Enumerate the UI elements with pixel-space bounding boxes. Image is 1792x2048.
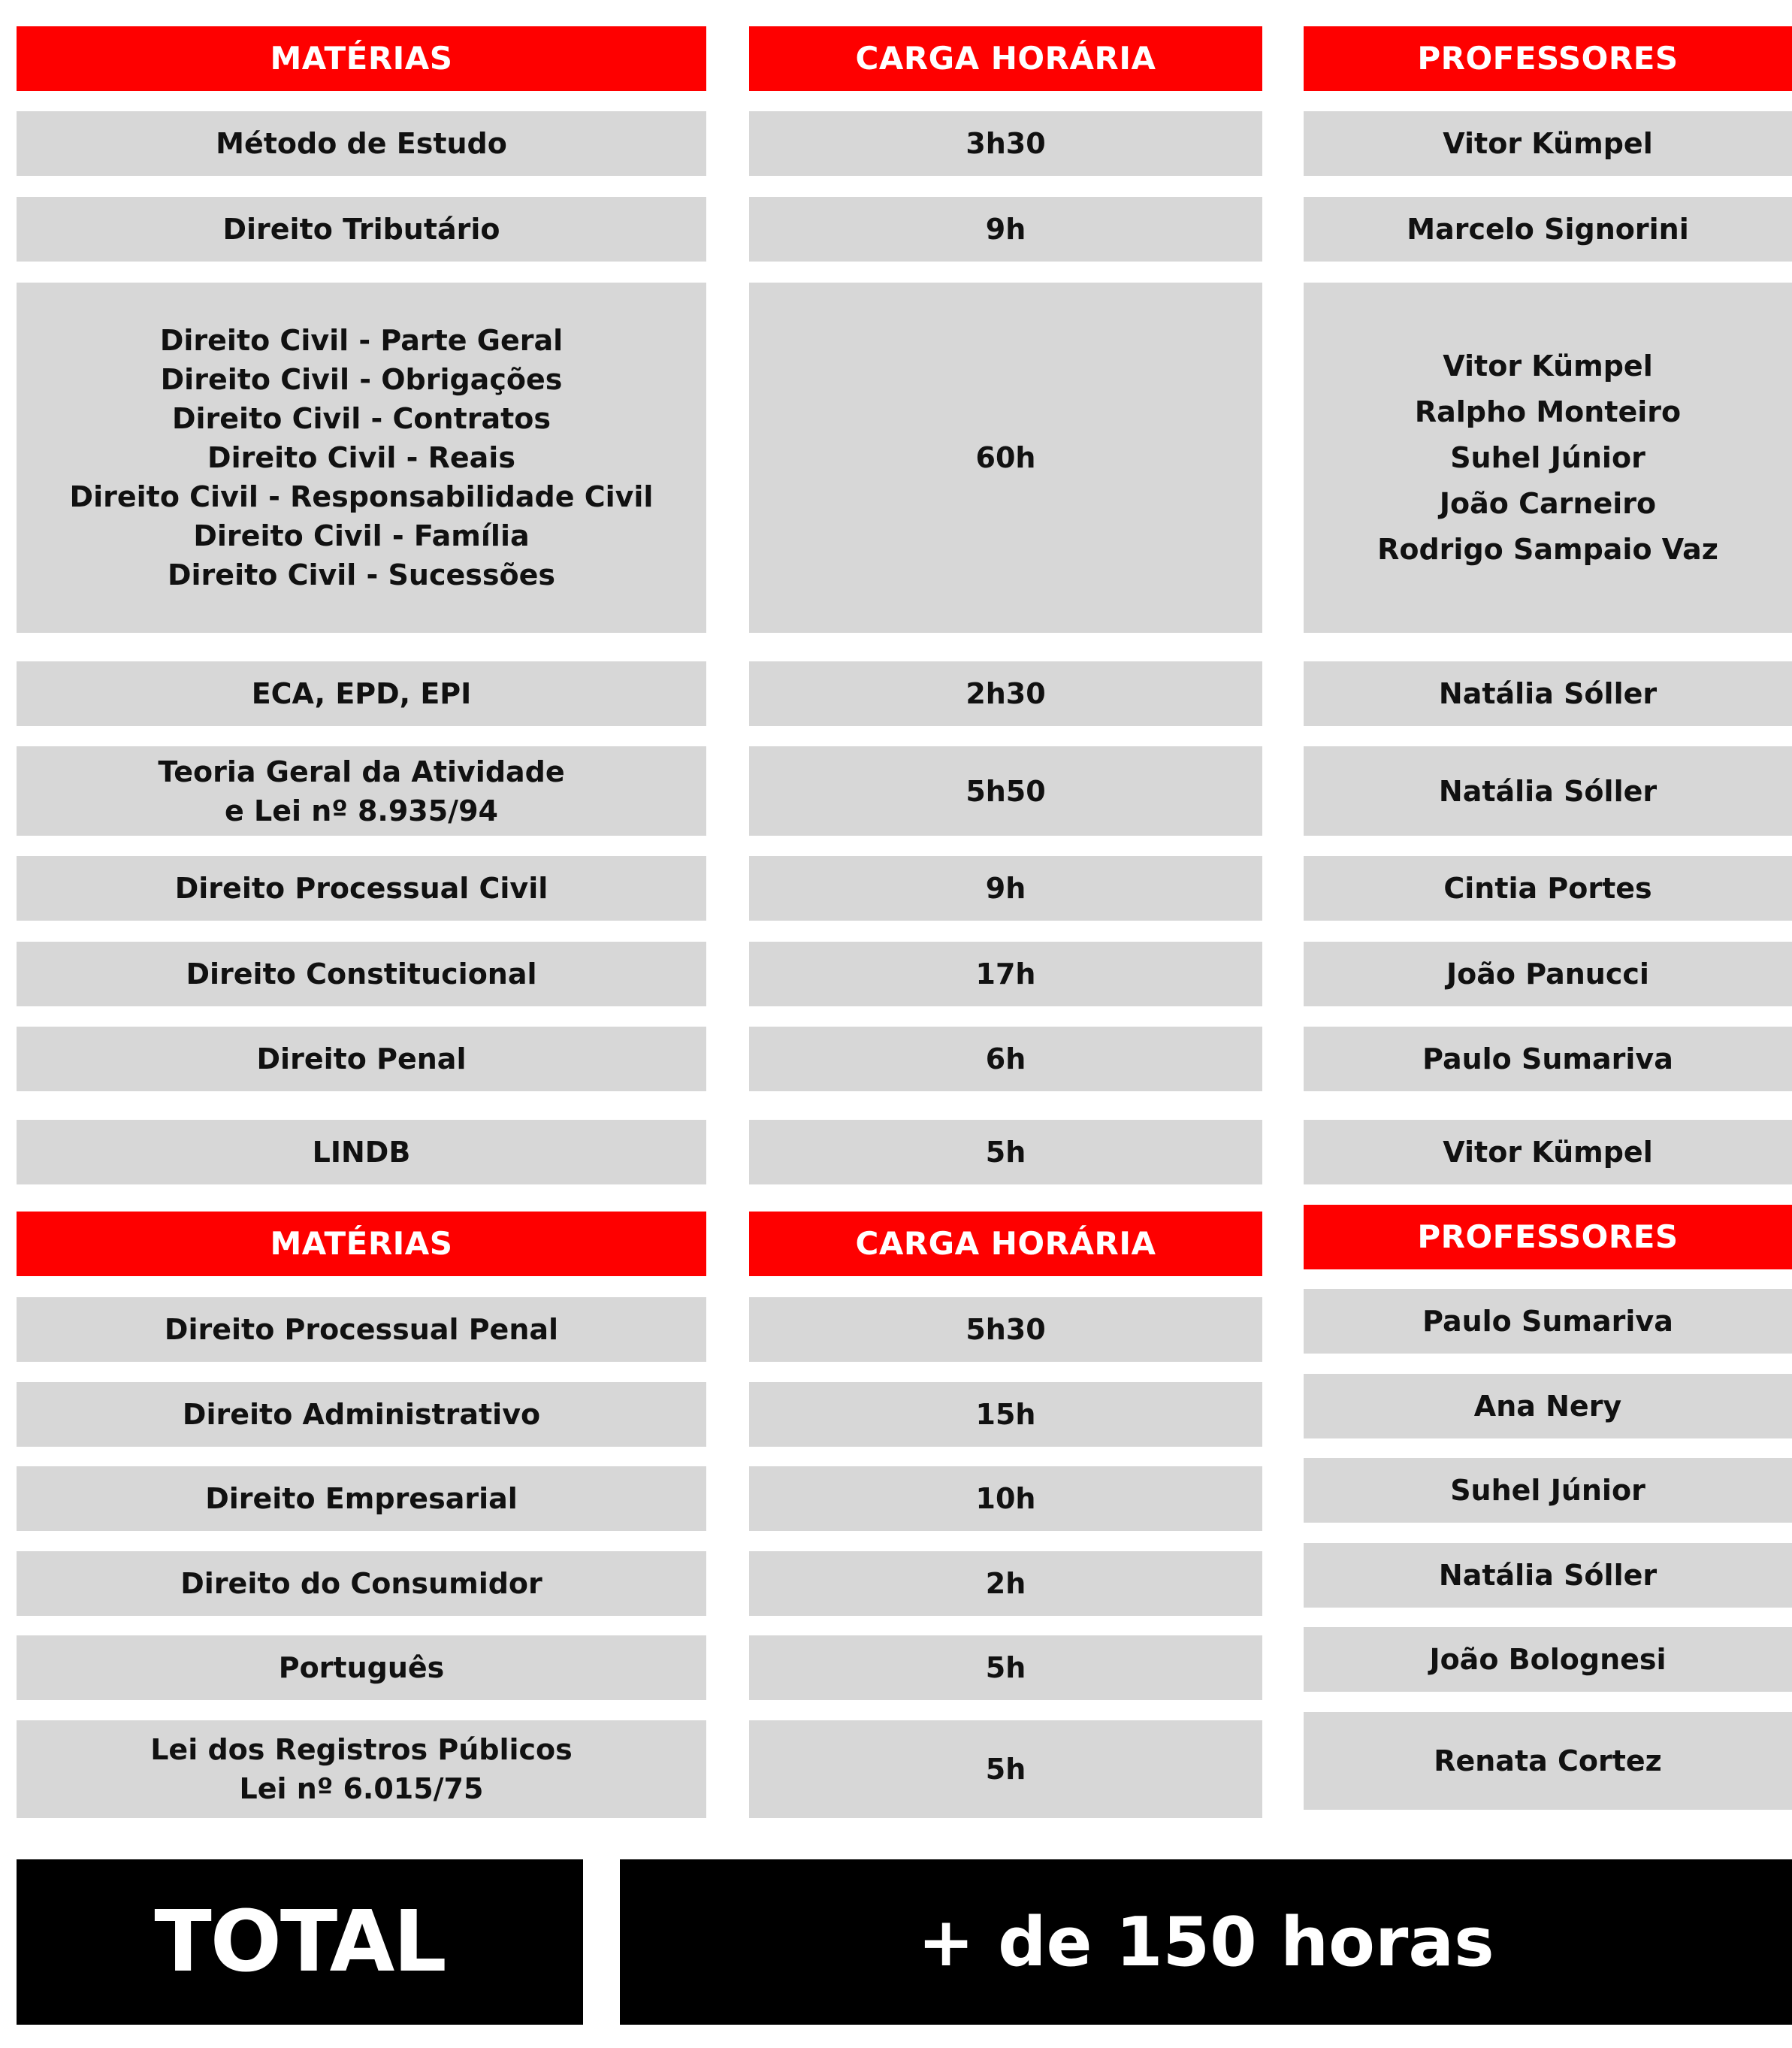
- header-professores-2: [1304, 1205, 1792, 1269]
- header-professores-label: PROFESSORES: [1417, 40, 1679, 77]
- hours-cell: [749, 661, 1262, 726]
- subject-line: Direito Civil - Reais: [207, 441, 515, 474]
- teacher-cell: [1304, 197, 1792, 262]
- hours-cell: [749, 942, 1262, 1006]
- subject-line: Teoria Geral da Atividade: [158, 755, 565, 788]
- hours-cell: [749, 1120, 1262, 1184]
- subject-cell: [17, 1551, 706, 1616]
- hours-cell: [749, 1720, 1262, 1818]
- hours-value: 17h: [975, 957, 1036, 991]
- hours-value: 5h: [985, 1753, 1026, 1786]
- hours-value: 60h: [975, 441, 1036, 474]
- teacher-cell: [1304, 856, 1792, 921]
- subject-line: Lei dos Registros Públicos: [150, 1733, 573, 1766]
- subject-line: Direito Tributário: [222, 213, 500, 246]
- subject-cell: [17, 1120, 706, 1184]
- teacher-name: João Panucci: [1446, 957, 1649, 991]
- subject-line: Direito Empresarial: [205, 1482, 518, 1515]
- subject-line: Português: [278, 1651, 445, 1684]
- hours-value: 5h: [985, 1136, 1026, 1169]
- hours-cell: [749, 197, 1262, 262]
- teacher-cell: [1304, 1120, 1792, 1184]
- subject-cell: [17, 661, 706, 726]
- teacher-name: Paulo Sumariva: [1422, 1305, 1673, 1338]
- subject-line: Direito Administrativo: [182, 1398, 541, 1431]
- teacher-cell: [1304, 661, 1792, 726]
- total-value-box: [620, 1859, 1792, 2025]
- subject-line: Método de Estudo: [216, 127, 507, 160]
- subject-line: Direito Civil - Obrigações: [160, 363, 563, 396]
- subject-cell: [17, 1466, 706, 1531]
- hours-cell: [749, 1297, 1262, 1362]
- hours-value: 5h: [985, 1651, 1026, 1684]
- subject-cell: [17, 1720, 706, 1818]
- teacher-cell: [1304, 111, 1792, 176]
- total-value: + de 150 horas: [917, 1902, 1494, 1982]
- hours-value: 5h50: [966, 774, 1046, 808]
- header-materias-2: [17, 1212, 706, 1276]
- hours-value: 5h30: [966, 1313, 1046, 1346]
- hours-cell: [749, 1635, 1262, 1700]
- subject-cell: [17, 942, 706, 1006]
- teacher-cell: [1304, 1712, 1792, 1810]
- teacher-cell: [1304, 746, 1792, 836]
- hours-value: 2h: [985, 1567, 1026, 1600]
- subject-line: Direito Civil - Parte Geral: [159, 324, 564, 357]
- subject-line: LINDB: [312, 1136, 411, 1169]
- subject-cell: [17, 1382, 706, 1447]
- subject-cell: [17, 1635, 706, 1700]
- teacher-name: João Carneiro: [1439, 486, 1657, 520]
- teacher-name: Vitor Kümpel: [1443, 1136, 1653, 1169]
- total-label: TOTAL: [154, 1893, 446, 1991]
- hours-cell: [749, 283, 1262, 633]
- teacher-name: Ralpho Monteiro: [1414, 395, 1682, 428]
- hours-cell: [749, 856, 1262, 921]
- hours-value: 9h: [985, 872, 1026, 905]
- teacher-cell: [1304, 942, 1792, 1006]
- teacher-name: João Bolognesi: [1429, 1643, 1667, 1676]
- teacher-name: Cintia Portes: [1443, 872, 1652, 905]
- header-carga-horaria-label: CARGA HORÁRIA: [855, 1225, 1156, 1262]
- teacher-cell: [1304, 1374, 1792, 1438]
- teacher-cell: [1304, 1027, 1792, 1091]
- subject-line: Direito Constitucional: [186, 957, 537, 991]
- hours-cell: [749, 1382, 1262, 1447]
- hours-value: 2h30: [966, 677, 1046, 710]
- header-materias-label: MATÉRIAS: [270, 1225, 453, 1262]
- hours-cell: [749, 746, 1262, 836]
- subject-line: Direito Processual Penal: [164, 1313, 559, 1346]
- subject-cell: [17, 1297, 706, 1362]
- header-carga-horaria-label: CARGA HORÁRIA: [855, 40, 1156, 77]
- teacher-name: Renata Cortez: [1434, 1744, 1662, 1777]
- teacher-name: Paulo Sumariva: [1422, 1042, 1673, 1075]
- header-professores-1: [1304, 26, 1792, 91]
- teacher-cell: [1304, 1289, 1792, 1354]
- total-label-box: [17, 1859, 583, 2025]
- header-materias-1: [17, 26, 706, 91]
- hours-cell: [749, 1551, 1262, 1616]
- subject-cell: [17, 746, 706, 836]
- teacher-name: Natália Sóller: [1438, 1559, 1658, 1592]
- teacher-name: Marcelo Signorini: [1407, 213, 1689, 246]
- teacher-cell: [1304, 283, 1792, 633]
- subject-cell: [17, 283, 706, 633]
- hours-value: 10h: [975, 1482, 1036, 1515]
- subject-line: Direito Penal: [256, 1042, 467, 1075]
- teacher-cell: [1304, 1458, 1792, 1523]
- subject-line: Direito Civil - Responsabilidade Civil: [69, 480, 654, 513]
- subject-cell: [17, 197, 706, 262]
- subject-line: Direito Processual Civil: [174, 872, 548, 905]
- teacher-name: Natália Sóller: [1438, 677, 1658, 710]
- subject-line: e Lei nº 8.935/94: [225, 794, 498, 827]
- teacher-name: Natália Sóller: [1438, 774, 1658, 808]
- subject-cell: [17, 1027, 706, 1091]
- subject-line: Lei nº 6.015/75: [239, 1772, 484, 1805]
- subject-cell: [17, 111, 706, 176]
- hours-value: 3h30: [966, 127, 1046, 160]
- hours-cell: [749, 1027, 1262, 1091]
- teacher-name: Rodrigo Sampaio Vaz: [1377, 532, 1718, 566]
- header-professores-label: PROFESSORES: [1417, 1218, 1679, 1255]
- header-carga-horaria-1: [749, 26, 1262, 91]
- teacher-name: Ana Nery: [1473, 1390, 1622, 1423]
- hours-value: 15h: [975, 1398, 1036, 1431]
- teacher-name: Vitor Kümpel: [1443, 127, 1653, 160]
- teacher-name: Suhel Júnior: [1450, 440, 1645, 474]
- hours-value: 9h: [985, 213, 1026, 246]
- teacher-cell: [1304, 1627, 1792, 1692]
- hours-cell: [749, 1466, 1262, 1531]
- teacher-cell: [1304, 1543, 1792, 1608]
- hours-cell: [749, 111, 1262, 176]
- header-carga-horaria-2: [749, 1212, 1262, 1276]
- subject-line: ECA, EPD, EPI: [251, 677, 472, 710]
- teacher-name: Vitor Kümpel: [1443, 349, 1653, 383]
- subject-line: Direito Civil - Sucessões: [167, 558, 556, 591]
- subject-line: Direito Civil - Contratos: [171, 402, 552, 435]
- teacher-name: Suhel Júnior: [1450, 1474, 1645, 1507]
- subject-cell: [17, 856, 706, 921]
- subject-line: Direito do Consumidor: [180, 1567, 542, 1600]
- hours-value: 6h: [985, 1042, 1026, 1075]
- subject-line: Direito Civil - Família: [193, 519, 530, 552]
- header-materias-label: MATÉRIAS: [270, 40, 453, 77]
